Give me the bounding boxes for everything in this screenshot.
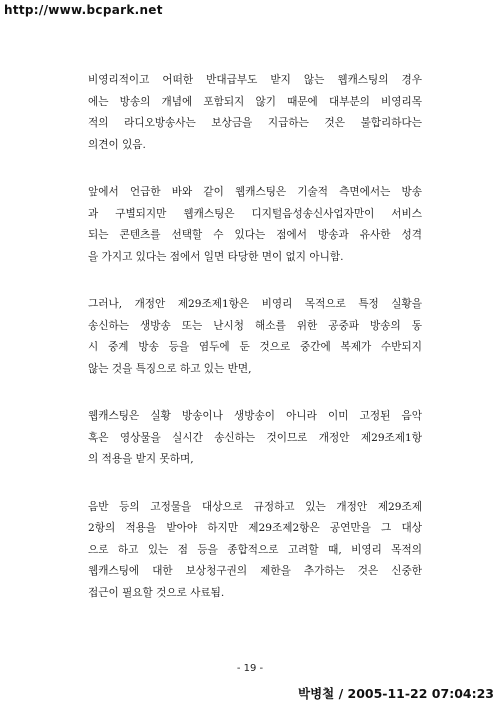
text-line: 음반 등의 고정물을 대상으로 규정하고 있는 개정안 제29조제: [88, 500, 422, 513]
paragraph-2: [88, 182, 422, 268]
text-line: 그러나, 개정안 제29조제1항은 비영리 목적으로 특정 실황을: [88, 298, 422, 310]
text-line: 에는 방송의 개념에 포함되지 않기 때문에 대부분의 비영리목: [88, 95, 422, 108]
text-line: 웹캐스팅은 실황 방송이나 생방송이 아니라 이미 고정된 음악: [88, 410, 422, 422]
document-body: [88, 70, 422, 630]
paragraph-1: [88, 70, 422, 156]
watermark-url: http://www.bcpark.net: [4, 3, 163, 17]
paragraph-3: [88, 294, 422, 380]
text-line: 송신하는 생방송 또는 난시청 해소를 위한 공중파 방송의 동: [88, 319, 422, 332]
text-line: 시 중계 방송 등을 염두에 둔 것으로 중간에 복제가 수반되지: [88, 341, 422, 353]
paragraph-5: [88, 497, 422, 605]
text-line: 되는 콘텐츠를 선택할 수 있다는 점에서 방송과 유사한 성격: [88, 229, 422, 241]
text-line: 접근이 필요할 것으로 사료됨.: [88, 586, 225, 599]
page-number: - 19 -: [236, 663, 264, 674]
author-timestamp-stamp: 박병철 / 2005-11-22 07:04:23: [298, 686, 494, 701]
text-line: 의견이 있음.: [88, 138, 146, 151]
text-line: 2항의 적용을 받아야 하지만 제29조제2항은 공연만을 그 대상: [88, 522, 422, 534]
text-line: 을 가지고 있다는 점에서 일면 타당한 면이 없지 아니함.: [88, 250, 344, 263]
text-line: 의 적용을 받지 못하며,: [88, 453, 194, 465]
text-line: 웹캐스팅에 대한 보상청구권의 제한을 추가하는 것은 신중한: [88, 565, 422, 577]
text-line: 으로 하고 있는 점 등을 종합적으로 고려할 때, 비영리 목적의: [88, 543, 422, 556]
text-line: 혹은 영상물을 실시간 송신하는 것이므로 개정안 제29조제1항: [88, 431, 422, 444]
text-line: 과 구별되지만 웹캐스팅은 디지털음성송신사업자만이 서비스: [88, 207, 422, 220]
paragraph-4: [88, 406, 422, 471]
text-line: 않는 것을 특징으로 하고 있는 반면,: [88, 362, 252, 375]
text-line: 앞에서 언급한 바와 같이 웹캐스팅은 기술적 측면에서는 방송: [88, 186, 422, 198]
text-line: 적의 라디오방송사는 보상금을 지급하는 것은 불합리하다는: [88, 117, 422, 129]
text-line: 비영리적이고 어떠한 반대급부도 받지 않는 웹캐스팅의 경우: [88, 74, 422, 86]
